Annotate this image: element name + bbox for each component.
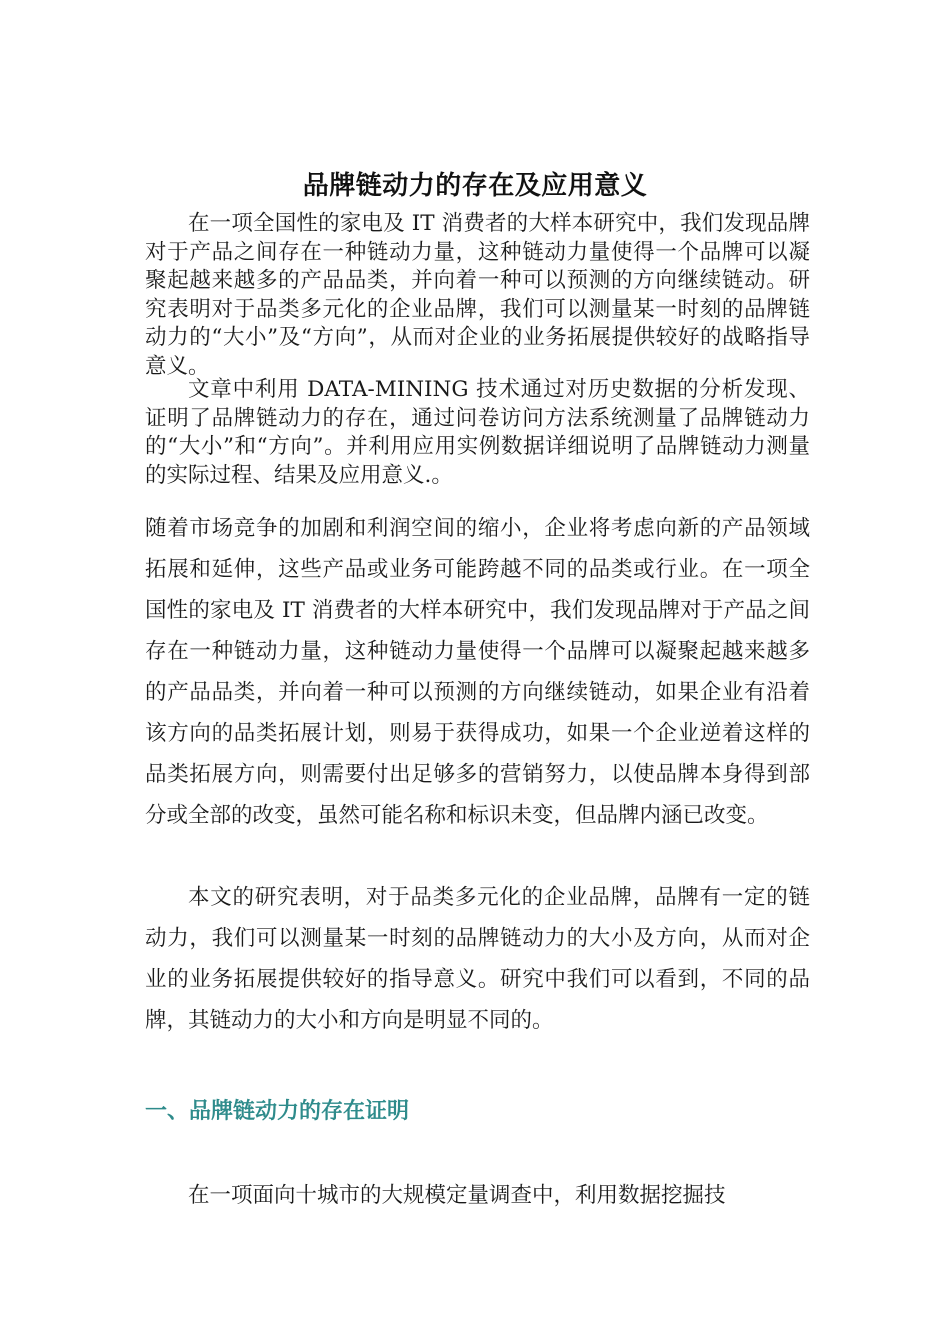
section-heading-1: 一、品牌链动力的存在证明 <box>145 1098 410 1124</box>
document-title: 品牌链动力的存在及应用意义 <box>302 171 648 202</box>
body-paragraph-2: 本文的研究表明，对于品类多元化的企业品牌，品牌有一定的链动力，我们可以测量某一时刻的品牌链动力的大小及方向，从而对企业的业务拓展提供较好的指导意义。研究中我们可以看到，不同的品牌，其链动力的大小和方向是明显不同的。 <box>145 885 810 1033</box>
body-paragraph-1: 随着市场竞争的加剧和利润空间的缩小，企业将考虑向新的产品领域拓展和延伸，这些产品或业务可能跨越不同的品类或行业。在一项全国性的家电及 IT 消费者的大样本研究中，我们发现品牌对于产品之间存在一种链动力量，这种链动力量使得一个品牌可以凝聚起越来越多的产品品类，并向着一种可以预测的方向继续链动，如果企业有沿着该方向的品类拓展计划，则易于获得成功，如果一个企业逆着这样的品类拓展方向，则需要付出足够多的营销努力，以使品牌本身得到部分或全部的改变，虽然可能名称和标识未变，但品牌内涵已改变。 <box>145 516 810 828</box>
section-1-paragraph: 在一项面向十城市的大规模定量调查中，利用数据挖掘技 <box>188 1183 726 1208</box>
abstract-paragraph-2: 文章中利用 DATA-MINING 技术通过对历史数据的分析发现、证明了品牌链动力的存在，通过问卷访问方法系统测量了品牌链动力的“大小”和“方向”。并利用应用实例数据详细说明了品牌链动力测量的实际过程、结果及应用意义.。 <box>145 377 810 488</box>
abstract-paragraph-1: 在一项全国性的家电及 IT 消费者的大样本研究中，我们发现品牌对于产品之间存在一种链动力量，这种链动力量使得一个品牌可以凝聚起越来越多的产品品类，并向着一种可以预测的方向继续链动。研究表明对于品类多元化的企业品牌，我们可以测量某一时刻的品牌链动力的“大小”及“方向”，从而对企业的业务拓展提供较好的战略指导意义。 <box>145 211 810 379</box>
